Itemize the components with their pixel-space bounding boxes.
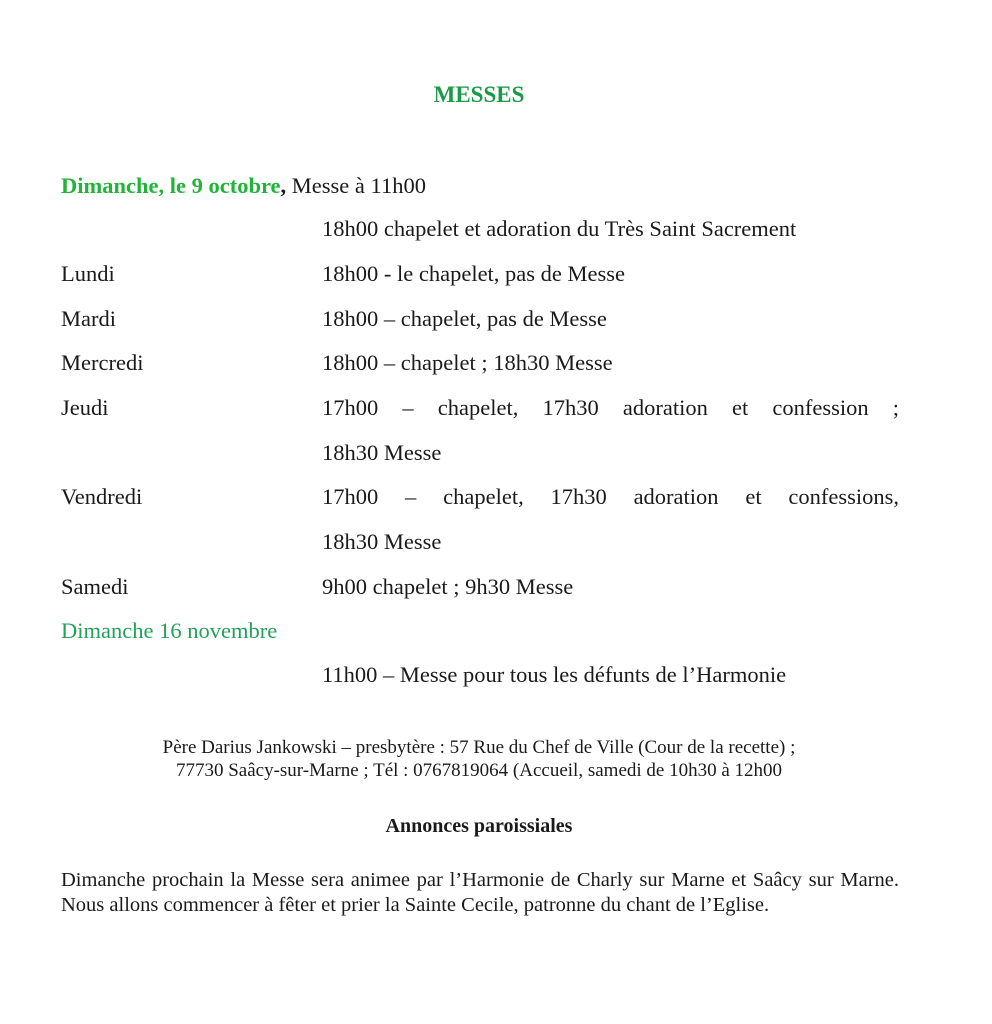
day-schedule-mardi: 18h00 – chapelet, pas de Messe [322,306,607,331]
day-schedule-jeudi-line2: 18h30 Messe [322,440,442,465]
first-day-separator: , [280,173,287,198]
day-schedule-jeudi-line1: 17h00 – chapelet, 17h30 adoration et confession ; [322,395,899,420]
page-title: MESSES [433,82,525,107]
schedule-first-day [61,172,426,200]
day-label-mardi: Mardi [61,306,116,331]
day-schedule-vendredi-line1: 17h00 – chapelet, 17h30 adoration et confessions, [322,484,899,509]
next-sunday-schedule: 11h00 – Messe pour tous les défunts de l’Harmonie [322,662,787,687]
contact-info [0,736,958,782]
announcements-body: Dimanche prochain la Messe sera animee par l’Harmonie de Charly sur Marne et Saâcy sur Marne. Nous allons commencer à fêter et prier la Sainte Cecile, patronne du chant de l’Eglise. [61,869,899,916]
day-label-jeudi: Jeudi [61,395,109,420]
next-sunday-label: Dimanche 16 novembre [61,618,278,643]
day-label-lundi: Lundi [61,261,115,286]
first-day-extra: 18h00 chapelet et adoration du Très Saint Sacrement [322,216,797,241]
day-schedule-mercredi: 18h00 – chapelet ; 18h30 Messe [322,350,613,375]
day-schedule-samedi: 9h00 chapelet ; 9h30 Messe [322,574,574,599]
day-label-vendredi: Vendredi [61,484,143,509]
contact-line-1: Père Darius Jankowski – presbytère : 57 Rue du Chef de Ville (Cour de la recette) ; [162,737,796,758]
day-schedule-lundi: 18h00 - le chapelet, pas de Messe [322,261,626,286]
first-day-text: Messe à 11h00 [286,173,426,198]
day-label-mercredi: Mercredi [61,350,144,375]
contact-line-2: 77730 Saâcy-sur-Marne ; Tél : 0767819064 (Accueil, samedi de 10h30 à 12h00 [175,760,783,781]
day-label-samedi: Samedi [61,574,129,599]
announcements-title: Annonces paroissiales [385,815,573,837]
day-schedule-vendredi-line2: 18h30 Messe [322,529,442,554]
first-day-label: Dimanche, le 9 octobre [61,173,281,198]
